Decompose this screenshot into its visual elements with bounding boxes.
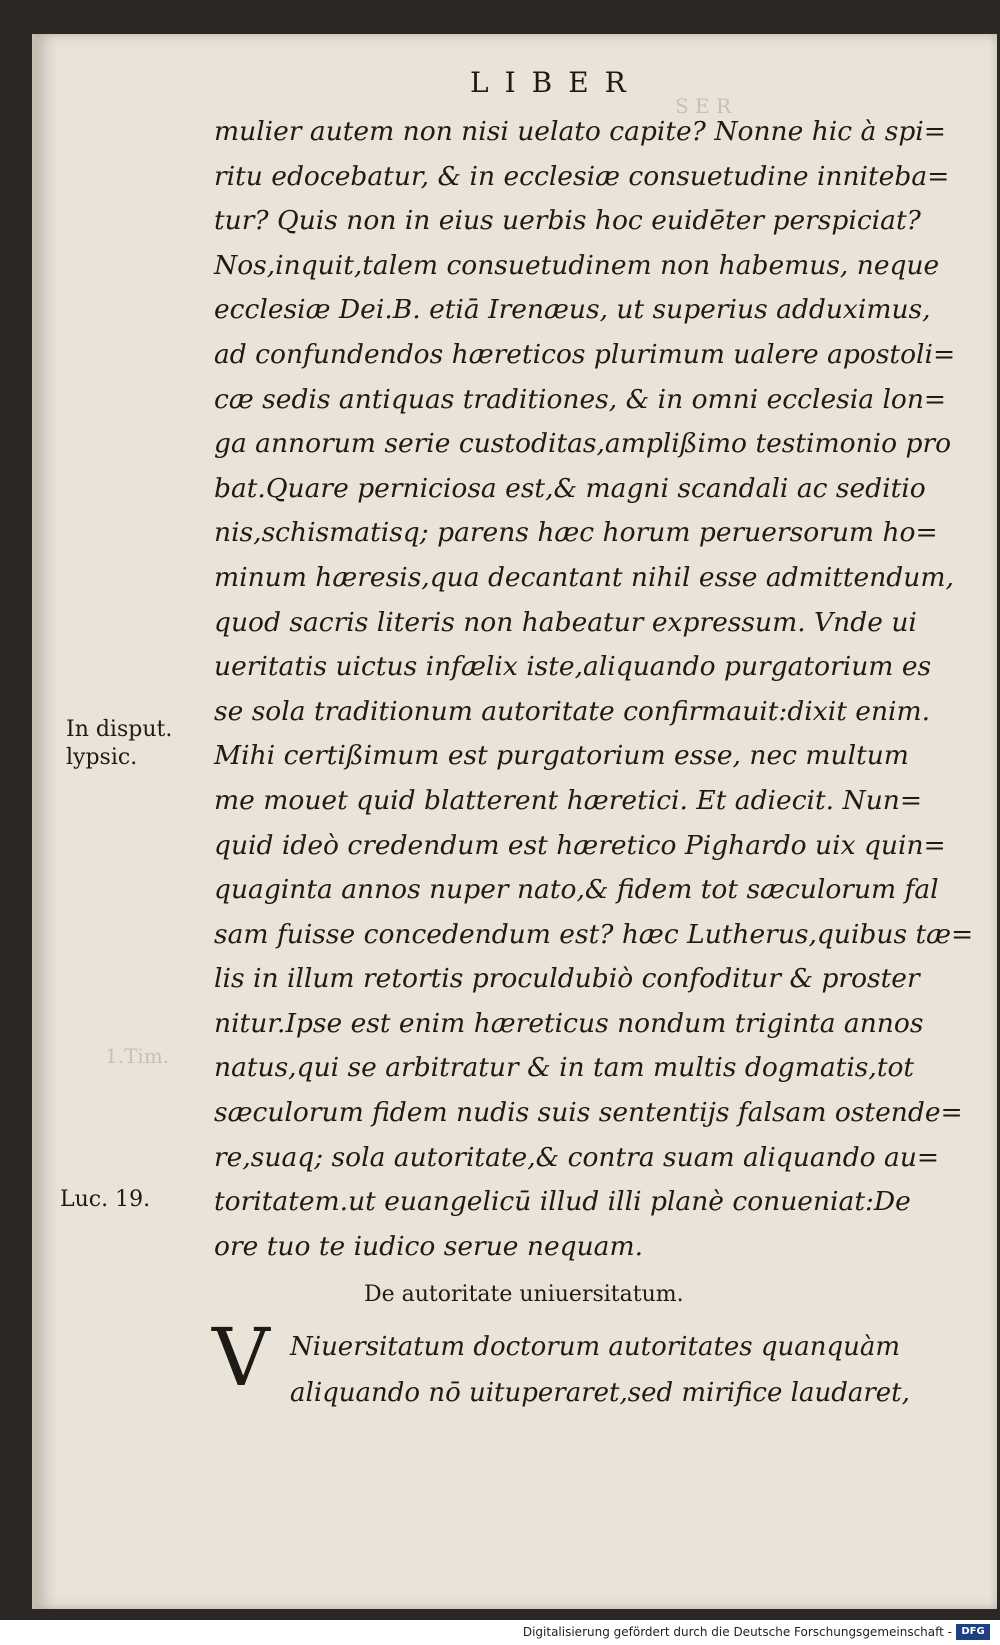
text-line: sæculorum fidem nudis suis sententijs falsam ostende= [214, 1097, 963, 1129]
text-line: ueritatis uictus infælix iste,aliquando purgatorium es [214, 651, 932, 683]
margin-note-disputation [66, 716, 172, 772]
text-line: mulier autem non nisi uelato capite? Nonne hic à spi= [214, 116, 946, 147]
running-head: LIBER [470, 66, 642, 99]
text-line: Nos,inquit,talem consuetudinem non habemus, neque [214, 249, 940, 281]
text-line: se sola traditionum autoritate confirmauit:dixit enim. [214, 695, 931, 727]
text-line: nis,schismatisq; parens hæc horum peruersorum ho= [214, 517, 938, 549]
text-line: toritatem.ut euangelicū illud illi planè conueniat:De [214, 1186, 911, 1218]
text-line: minum hæresis,qua decantant nihil esse admittendum, [214, 561, 954, 593]
text-line: quaginta annos nuper nato,& fidem tot sæculorum fal [214, 874, 939, 906]
text-line: nitur.Ipse est enim hæreticus nondum triginta annos [214, 1007, 924, 1039]
drop-cap-initial: V [212, 1311, 270, 1404]
text-line: tur? Quis non in eius uerbis hoc euidēter perspiciat? [214, 205, 921, 237]
text-line: me mouet quid blatterent hæretici. Et adiecit. Nun= [214, 784, 923, 816]
digitization-footer [0, 1620, 1000, 1645]
margin-note-luke: Luc. 19. [60, 1187, 151, 1212]
text-line: lis in illum retortis proculdubiò confoditur & proster [214, 963, 920, 995]
text-line: ad confundendos hæreticos plurimum ualere apostoli= [214, 338, 956, 370]
margin-note-line: In disput. [66, 717, 173, 742]
text-line: bat.Quare perniciosa est,& magni scandali ac seditio [214, 472, 926, 504]
margin-note-line: lypsic. [66, 745, 138, 770]
text-line: ecclesiæ Dei.B. etiā Irenæus, ut superius adduximus, [214, 294, 931, 326]
text-line: quid ideò credendum est hæretico Pighardo uix quin= [214, 829, 946, 861]
text-line: aliquando nō uituperaret,sed mirifice laudaret, [290, 1378, 910, 1408]
section-opening-text [290, 1324, 930, 1416]
main-text-block [214, 110, 974, 1269]
text-line: Niuersitatum doctorum autoritates quanquàm [290, 1332, 901, 1362]
show-through-margin-ghost: 1.Tim. [105, 1044, 170, 1068]
dfg-logo: DFG [956, 1624, 990, 1640]
text-line: ore tuo te iudico serue nequam. [214, 1230, 644, 1262]
text-line: ga annorum serie custoditas,amplißimo testimonio pro [214, 428, 952, 460]
text-line: sam fuisse concedendum est? hæc Lutherus,quibus tæ= [214, 918, 974, 950]
text-line: Mihi certißimum est purgatorium esse, nec multum [214, 740, 909, 772]
funding-credit: Digitalisierung gefördert durch die Deutsche Forschungsgemeinschaft - [522, 1625, 952, 1639]
show-through-ghost-text: S E R [675, 94, 732, 118]
text-line: quod sacris literis non habeatur expressum. Vnde ui [214, 606, 917, 638]
text-line: ritu edocebatur, & in ecclesiæ consuetudine inniteba= [214, 160, 950, 192]
text-line: re,suaq; sola autoritate,& contra suam aliquando au= [214, 1141, 940, 1173]
section-heading: De autoritate uniuersitatum. [364, 1282, 684, 1307]
text-line: cæ sedis antiquas traditiones, & in omni ecclesia lon= [214, 383, 947, 415]
text-line: natus,qui se arbitratur & in tam multis dogmatis,tot [214, 1052, 915, 1084]
